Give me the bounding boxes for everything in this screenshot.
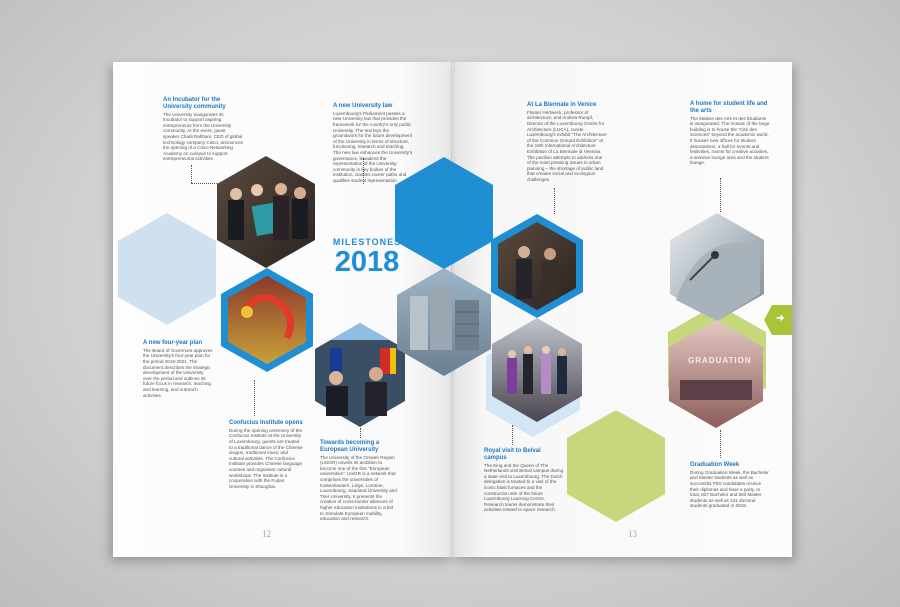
connector-dots (191, 183, 227, 184)
connector-dots (720, 178, 721, 212)
entry-body: The Maison des Arts et des Étudiants is inaugurated. The mosaic of the large building is to house the "Cité des Sciences" beyond the academic world. It houses new offices for student associations, a hall for events and festivities, rooms for creative activities, a seminar lounge area and the student lounge. (690, 115, 770, 166)
entry-body: The University of the Greater Region (UniGR) unveils its ambition to become one of the first "European universities". UniGR is a network that comprises the universities of Kaiserslautern, Liège, Lorraine, Luxembourg, Saarland University and Trier University. It presents the creation of cross-border alliances of higher education institutions in a bid to stimulate European mobility, education and research. (320, 454, 397, 522)
connector-dots (554, 188, 555, 214)
entry-biennale (527, 102, 607, 183)
connector-dots (363, 158, 364, 184)
left-page-number: 12 (262, 529, 271, 539)
entry-confucius (229, 420, 303, 489)
arrow-right-icon[interactable]: ➜ (776, 313, 785, 324)
entry-european-university (320, 440, 398, 522)
connector-dots (360, 428, 361, 438)
entry-body: The Board of Governors approves the University's four-year plan for the period 2018-2021. The document describes the strategic development of the University over the period and outlines its future focus in research, teaching and learning, and outreach activities. (143, 347, 213, 398)
connector-dots (254, 380, 255, 416)
entry-body: During Graduation Week, the Bachelor and Master students as well as successful PhD candidates receive their diplomas and have a party. In total, 837 Bachelor and 683 Master students as well as 131 doctoral students graduated in 2018. (690, 469, 769, 509)
entry-title: A home for student life and the arts (690, 101, 768, 114)
connector-dots (720, 430, 721, 458)
entry-title: Confucius Institute opens (229, 420, 303, 426)
entry-title: Royal visit to Belval campus (484, 448, 541, 461)
graduation-photo-lettering: GRADUATION (688, 356, 752, 365)
entry-title: At La Biennale in Venice (527, 102, 597, 108)
entry-body: The University inaugurates its Incubator to support aspiring entrepreneurs from the University community. At the event, guest speaker Chadi Rahbani, CEO of global technology company Cisco, announces the opening of a Cisco Networking Academy on campus to support entrepreneurial activities. (163, 111, 243, 162)
photo-hex-unigr-top (330, 323, 390, 340)
connector-dots (512, 425, 513, 445)
hex-lightblue-left (118, 213, 216, 325)
entry-title: Graduation Week (690, 462, 740, 468)
entry-body: The King and the Queen of The Netherlands visit Belval campus during a state visit to Luxembourg. The Dutch delegation is treated to a visit of the iconic blast furnaces and the construction site of the future Luxembourg Learning Centre. Research teams demonstrate their activities related to space research. (484, 462, 564, 513)
hex-lime-lower (567, 410, 665, 522)
entry-body: Florian Hertweck, professor of architecture, and Andrea Rumpf, Director of the Luxembourg Centre for Architecture (LUCA), curate Luxembourg's exhibit "The Architecture of the Common Ground Exhibition" at the 16th International Architecture Exhibition of La Biennale di Venezia. The pavilion attempts to address one of the most pressing issues in urban planning – the shortage of public land that creates social and ecological challenges. (527, 109, 607, 182)
entry-body: During the opening ceremony of the Confucius Institute at the University of Luxembourg, guests are treated to a traditional dance of the Chinese dragon, traditional music and cultural activities. The Confucius Institute provides Chinese language courses and organises cultural workshops. The Institute is a cooperation with the Fudan University in Shanghai. (229, 427, 303, 489)
connector-dots (191, 165, 192, 183)
entry-maison-des-arts (690, 101, 770, 166)
entry-title: A new University law (333, 103, 393, 109)
milestones-heading (328, 237, 406, 278)
right-page-number: 13 (628, 529, 637, 539)
entry-four-year-plan (143, 340, 213, 398)
entry-title: Towards becoming a European University (320, 440, 380, 453)
entry-incubator (163, 97, 243, 162)
milestones-year: 2018 (334, 246, 400, 278)
entry-royal-visit (484, 448, 564, 513)
entry-title: A new four-year plan (143, 340, 203, 346)
entry-body: Luxembourg's Parliament passes a new University law that provides the framework for the country's only public University. The text lays the groundwork for the future development of the University in terms of structure, functioning, research and teaching. The new law enhances the University's governance, broadens the representation of the University community in key bodies of the institution, clarifies career paths and qualifies student representation. (333, 110, 413, 183)
entry-university-law (333, 103, 413, 184)
entry-title: An Incubator for the University community (163, 97, 226, 110)
milestones-label: MILESTONES (332, 237, 402, 247)
entry-graduation-week (690, 462, 770, 509)
